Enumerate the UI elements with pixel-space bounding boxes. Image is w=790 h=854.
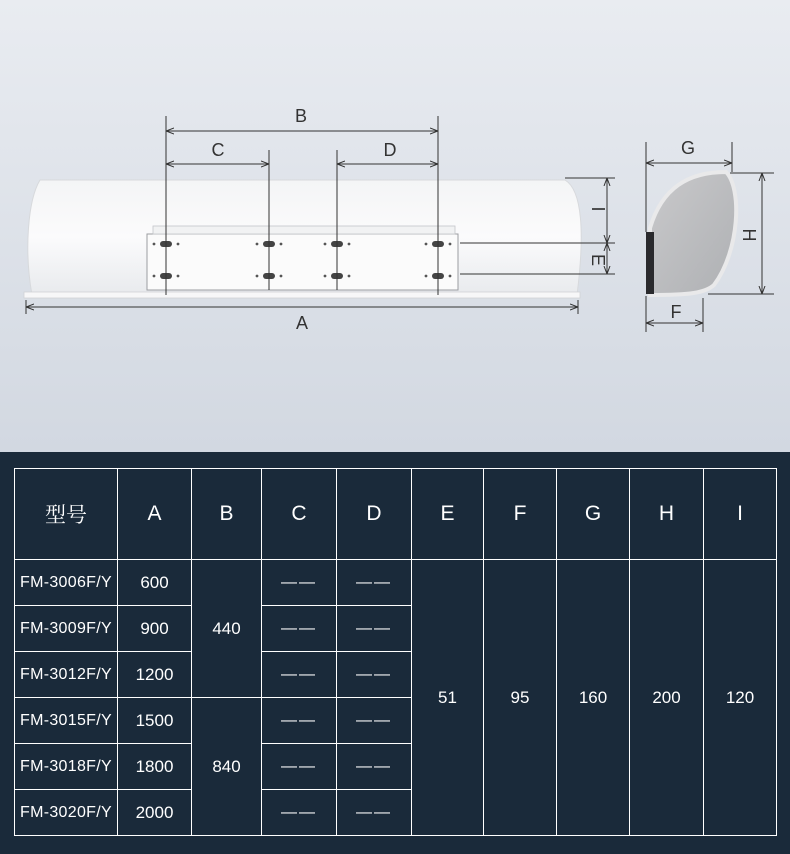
cell-d: —— xyxy=(337,744,412,790)
screw-dot xyxy=(324,243,327,246)
cell-c: —— xyxy=(262,606,337,652)
cell-d: —— xyxy=(337,606,412,652)
spec-section xyxy=(0,452,790,854)
col-header-model: 型号 xyxy=(15,469,118,560)
screw-dot xyxy=(449,243,452,246)
col-header-d: D xyxy=(337,469,412,560)
cell-d: —— xyxy=(337,698,412,744)
col-header-f: F xyxy=(484,469,557,560)
cell-e-common: 51 xyxy=(412,560,484,836)
screw-dot xyxy=(425,275,428,278)
cell-h-common: 200 xyxy=(630,560,704,836)
cell-model: FM-3009F/Y xyxy=(15,606,118,652)
cell-f-common: 95 xyxy=(484,560,557,836)
spec-table xyxy=(14,468,777,836)
screw-dot xyxy=(256,243,259,246)
side-bracket xyxy=(646,232,654,294)
label-b: B xyxy=(294,106,308,126)
screw-dot xyxy=(177,243,180,246)
cell-c: —— xyxy=(262,790,337,836)
cell-a: 1500 xyxy=(118,698,192,744)
col-header-e: E xyxy=(412,469,484,560)
cell-model: FM-3015F/Y xyxy=(15,698,118,744)
screw-dot xyxy=(280,275,283,278)
cell-model: FM-3020F/Y xyxy=(15,790,118,836)
col-header-g: G xyxy=(557,469,630,560)
cell-a: 1200 xyxy=(118,652,192,698)
cell-d: —— xyxy=(337,652,412,698)
screw-dot xyxy=(153,243,156,246)
cell-g-common: 160 xyxy=(557,560,630,836)
cell-c: —— xyxy=(262,698,337,744)
col-header-a: A xyxy=(118,469,192,560)
front-view xyxy=(24,180,581,298)
label-h: H xyxy=(739,228,759,242)
screw-dot xyxy=(449,275,452,278)
screw-dot xyxy=(324,275,327,278)
cell-c: —— xyxy=(262,652,337,698)
screw-dot xyxy=(348,243,351,246)
table-row xyxy=(15,560,777,606)
screw-dot xyxy=(256,275,259,278)
label-a: A xyxy=(295,313,309,333)
screw-dot xyxy=(153,275,156,278)
cell-a: 1800 xyxy=(118,744,192,790)
spec-header-row xyxy=(15,469,777,560)
cell-d: —— xyxy=(337,790,412,836)
bracket-top-lip xyxy=(153,226,455,234)
cell-d: —— xyxy=(337,560,412,606)
cell-b-group: 840 xyxy=(192,698,262,836)
label-g: G xyxy=(680,138,696,158)
col-header-h: H xyxy=(630,469,704,560)
col-header-c: C xyxy=(262,469,337,560)
label-c: C xyxy=(211,140,225,160)
label-f: F xyxy=(670,302,682,322)
cell-i-common: 120 xyxy=(704,560,777,836)
screw-dot xyxy=(177,275,180,278)
cell-b-group: 440 xyxy=(192,560,262,698)
label-e: E xyxy=(588,253,608,267)
cell-model: FM-3018F/Y xyxy=(15,744,118,790)
col-header-b: B xyxy=(192,469,262,560)
cell-c: —— xyxy=(262,560,337,606)
cell-model: FM-3006F/Y xyxy=(15,560,118,606)
cell-a: 600 xyxy=(118,560,192,606)
col-header-i: I xyxy=(704,469,777,560)
mounting-bracket xyxy=(147,234,458,290)
label-i: I xyxy=(588,206,608,212)
screw-dot xyxy=(280,243,283,246)
screw-dot xyxy=(348,275,351,278)
cell-c: —— xyxy=(262,744,337,790)
label-d: D xyxy=(383,140,397,160)
screw-dot xyxy=(425,243,428,246)
cell-a: 2000 xyxy=(118,790,192,836)
front-base-strip xyxy=(24,292,580,298)
cell-model: FM-3012F/Y xyxy=(15,652,118,698)
cell-a: 900 xyxy=(118,606,192,652)
